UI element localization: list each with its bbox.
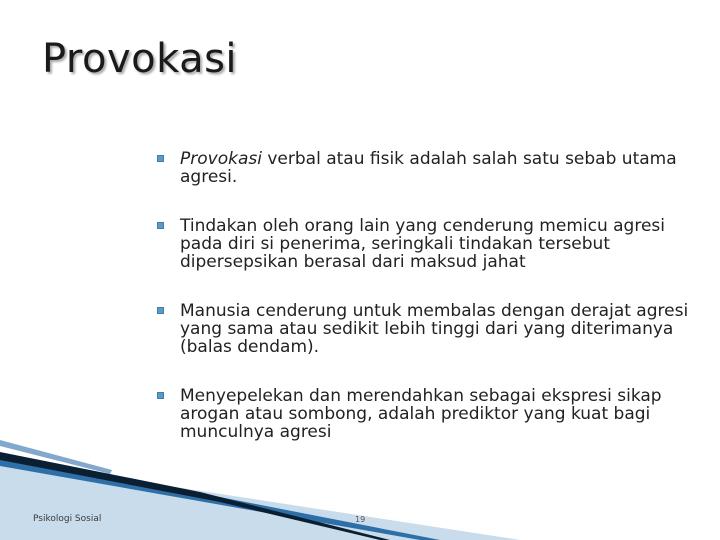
bullet-text: Menyepelekan dan merendahkan sebagai ekspresi sikap arogan atau sombong, adalah prediktor yang kuat bagi munculnya agresi	[180, 386, 662, 442]
bullet-emphasis: Provokasi	[180, 149, 262, 169]
bullet-item	[155, 302, 695, 356]
bullet-square-icon	[157, 307, 164, 314]
bullet-list	[155, 150, 695, 441]
wave-decoration	[0, 440, 720, 540]
bullet-text: Manusia cenderung untuk membalas dengan derajat agresi yang sama atau sedikit lebih tinggi dari yang diterimanya (balas dendam).	[180, 301, 689, 357]
bullet-item	[155, 217, 695, 271]
footer-course-label: Psikologi Sosial	[33, 514, 102, 524]
bullet-item	[155, 150, 695, 186]
slide-title: Provokasi	[42, 36, 238, 82]
bullet-square-icon	[157, 155, 164, 162]
bullet-square-icon	[157, 392, 164, 399]
bullet-text: Tindakan oleh orang lain yang cenderung memicu agresi pada diri si penerima, seringkali tindakan tersebut dipersepsikan berasal dari maksud jahat	[180, 216, 665, 272]
bullet-item	[155, 387, 695, 441]
bullet-square-icon	[157, 222, 164, 229]
page-number: 19	[355, 515, 366, 524]
bullet-text: verbal atau fisik adalah salah satu sebab utama agresi.	[180, 149, 677, 187]
